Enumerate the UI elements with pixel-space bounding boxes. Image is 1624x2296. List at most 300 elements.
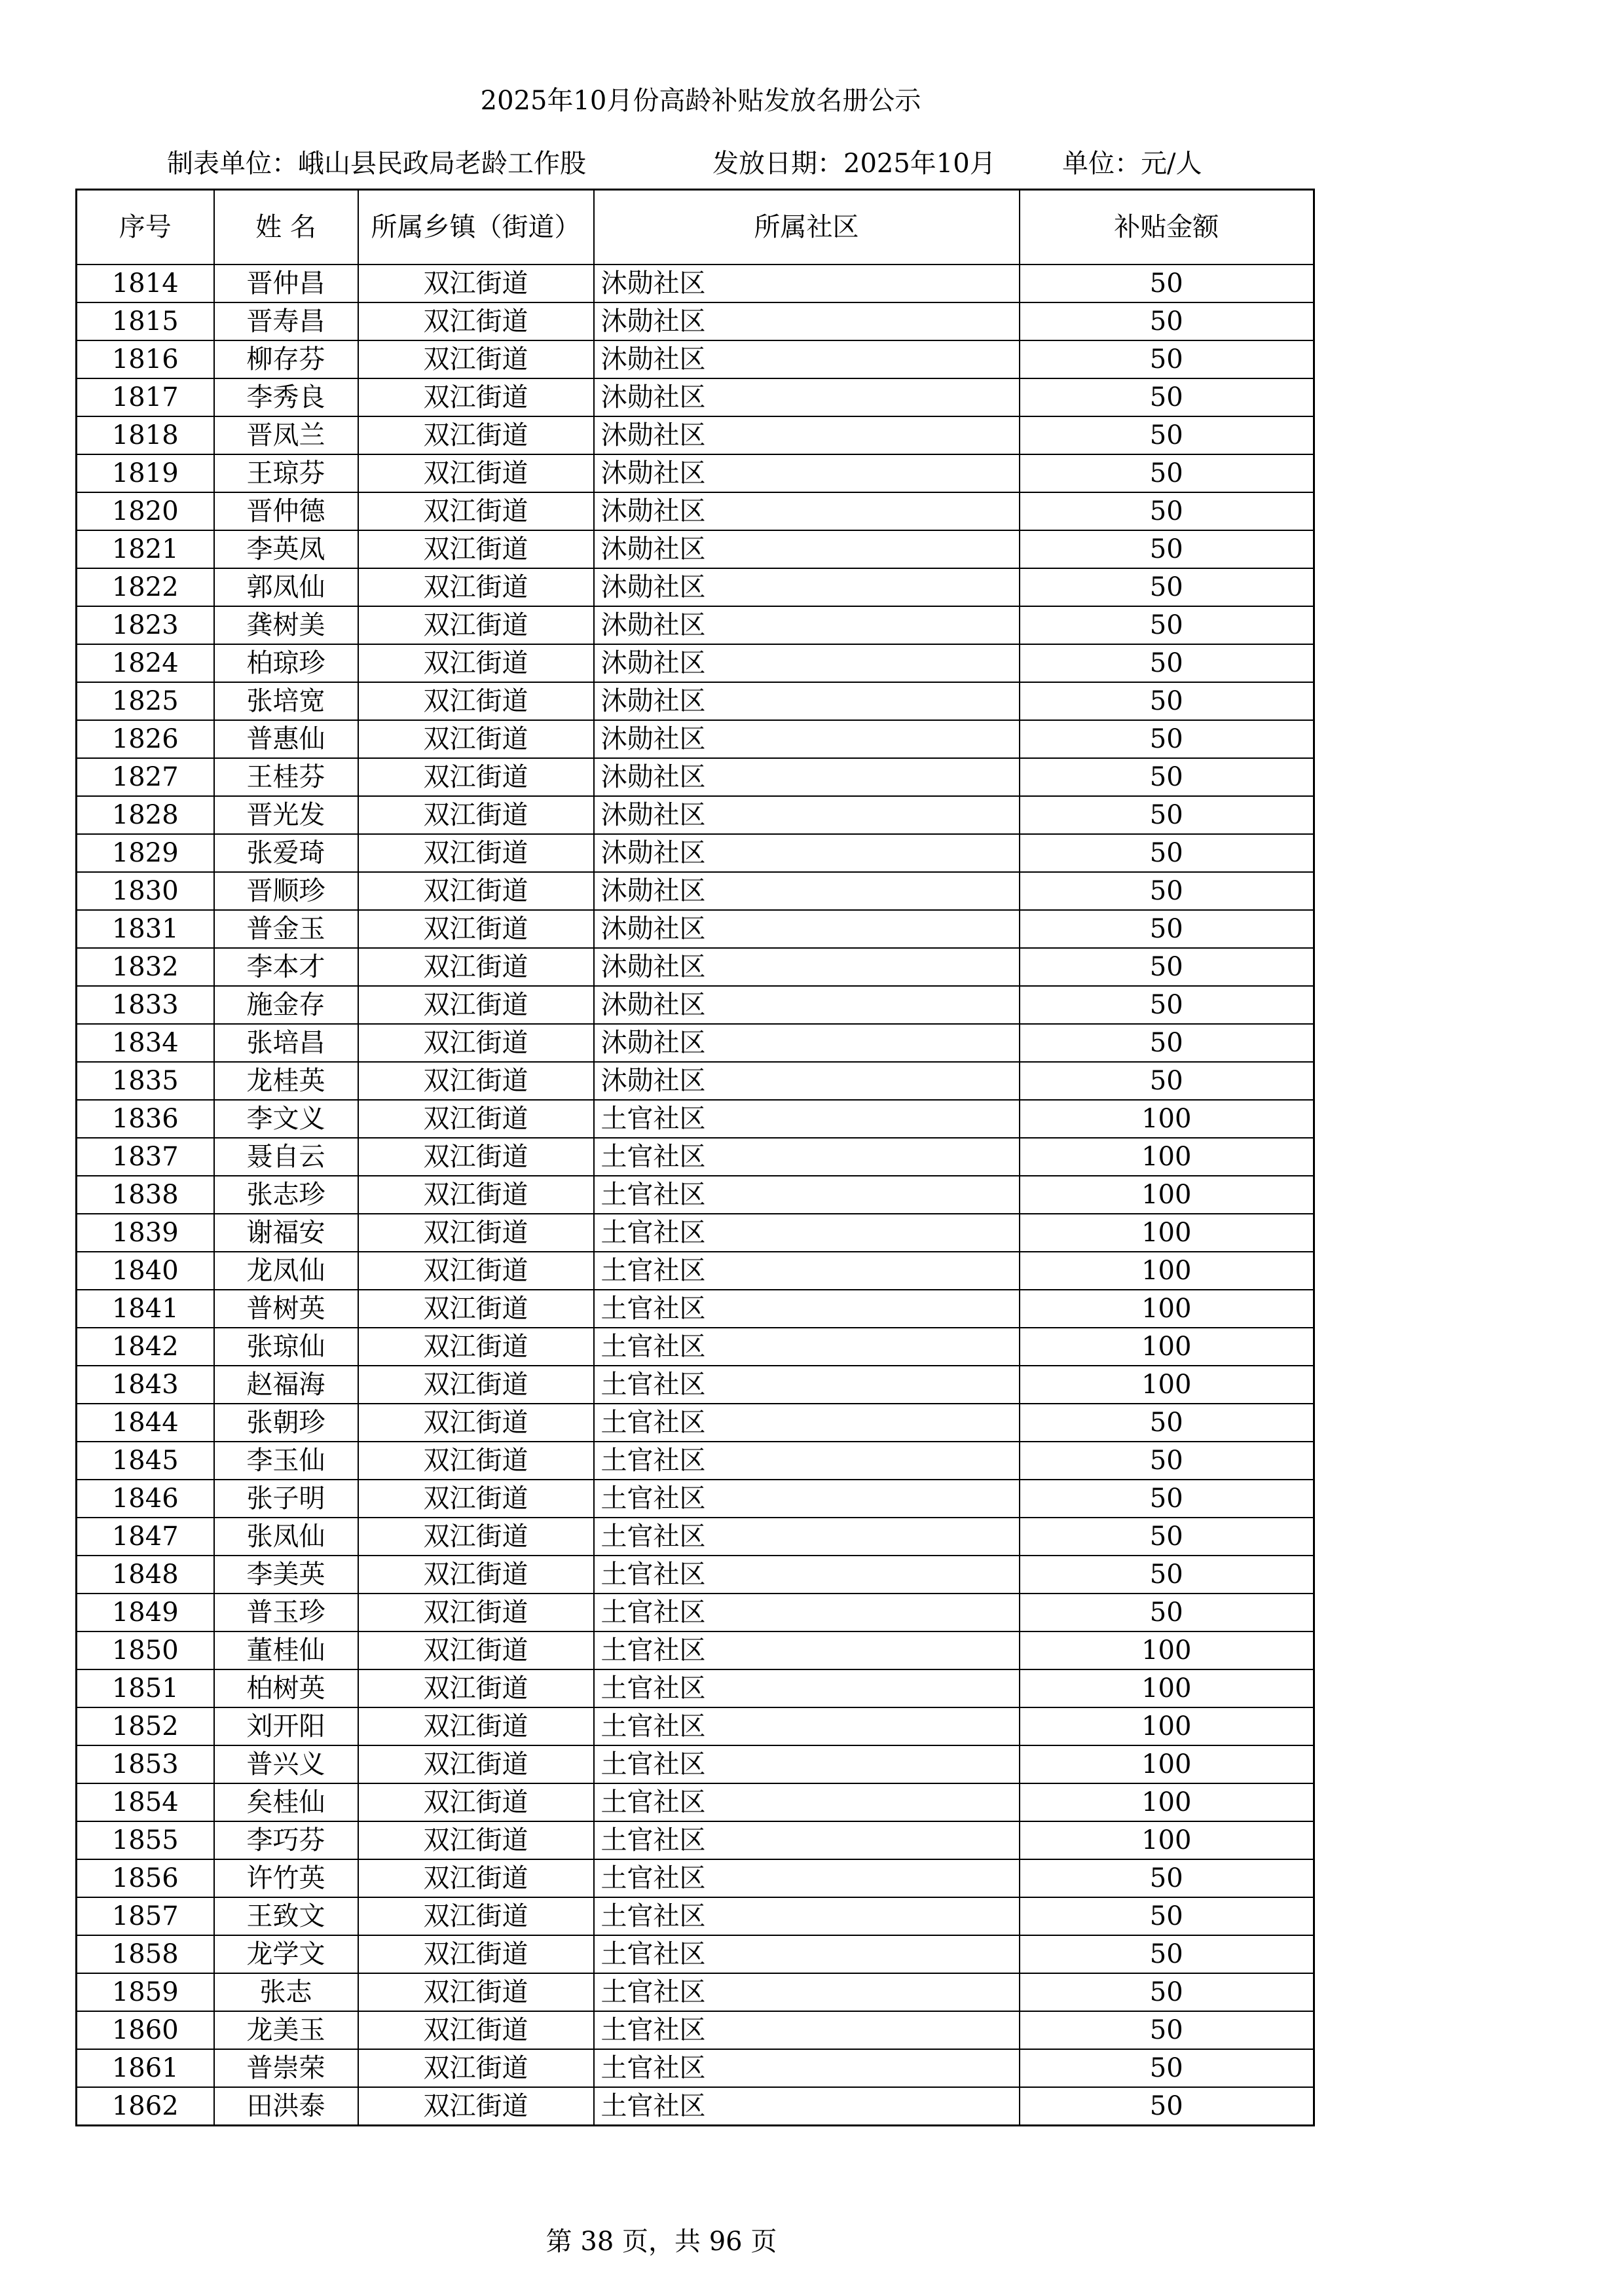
town-cell: 双江街道 (358, 1176, 594, 1214)
table-row (77, 1138, 1314, 1176)
town-cell: 双江街道 (358, 1594, 594, 1631)
table-row (77, 1176, 1314, 1214)
name-cell: 李秀良 (214, 378, 358, 416)
community-cell: 土官社区 (594, 1594, 1020, 1631)
seq-cell: 1836 (77, 1100, 214, 1138)
amount-cell: 100 (1020, 1176, 1314, 1214)
seq-cell: 1858 (77, 1935, 214, 1973)
seq-cell: 1850 (77, 1631, 214, 1669)
name-cell: 张朝珍 (214, 1404, 358, 1442)
town-cell: 双江街道 (358, 986, 594, 1024)
community-cell: 土官社区 (594, 1859, 1020, 1897)
town-cell: 双江街道 (358, 1214, 594, 1252)
community-cell: 沐勋社区 (594, 796, 1020, 834)
seq-cell: 1851 (77, 1669, 214, 1707)
page-title: 2025年10月份高龄补贴发放名册公示 (480, 86, 921, 116)
seq-cell: 1862 (77, 2087, 214, 2126)
community-cell: 沐勋社区 (594, 948, 1020, 986)
amount-cell: 100 (1020, 1745, 1314, 1783)
name-cell: 许竹英 (214, 1859, 358, 1897)
name-cell: 施金存 (214, 986, 358, 1024)
name-cell: 刘开阳 (214, 1707, 358, 1745)
table-row (77, 1100, 1314, 1138)
community-cell: 土官社区 (594, 1290, 1020, 1328)
community-cell: 土官社区 (594, 1935, 1020, 1973)
seq-cell: 1842 (77, 1328, 214, 1366)
seq-cell: 1834 (77, 1024, 214, 1062)
table-header-row (77, 190, 1314, 265)
town-cell: 双江街道 (358, 454, 594, 492)
table-row (77, 1442, 1314, 1480)
amount-cell: 50 (1020, 1935, 1314, 1973)
name-cell: 晋仲德 (214, 492, 358, 530)
amount-cell: 50 (1020, 2087, 1314, 2126)
table-row (77, 910, 1314, 948)
community-cell: 土官社区 (594, 1404, 1020, 1442)
amount-cell: 50 (1020, 720, 1314, 758)
name-cell: 董桂仙 (214, 1631, 358, 1669)
amount-unit: 单位：元/人 (1062, 149, 1202, 179)
name-cell: 龚树美 (214, 606, 358, 644)
amount-cell: 50 (1020, 378, 1314, 416)
amount-cell: 50 (1020, 1859, 1314, 1897)
issue-date: 发放日期：2025年10月 (712, 149, 996, 179)
seq-cell: 1830 (77, 872, 214, 910)
name-cell: 晋寿昌 (214, 302, 358, 340)
subtitle-bar (0, 143, 1624, 179)
amount-cell: 100 (1020, 1328, 1314, 1366)
seq-cell: 1854 (77, 1783, 214, 1821)
community-cell: 沐勋社区 (594, 416, 1020, 454)
seq-cell: 1831 (77, 910, 214, 948)
town-cell: 双江街道 (358, 720, 594, 758)
community-cell: 沐勋社区 (594, 872, 1020, 910)
town-cell: 双江街道 (358, 834, 594, 872)
name-cell: 晋凤兰 (214, 416, 358, 454)
town-cell: 双江街道 (358, 1138, 594, 1176)
amount-cell: 100 (1020, 1707, 1314, 1745)
town-cell: 双江街道 (358, 682, 594, 720)
table-row (77, 568, 1314, 606)
seq-cell: 1856 (77, 1859, 214, 1897)
table-row (77, 302, 1314, 340)
community-cell: 土官社区 (594, 1821, 1020, 1859)
town-cell: 双江街道 (358, 530, 594, 568)
table-row (77, 1745, 1314, 1783)
town-cell: 双江街道 (358, 910, 594, 948)
table-row (77, 682, 1314, 720)
name-cell: 矣桂仙 (214, 1783, 358, 1821)
amount-cell: 50 (1020, 1594, 1314, 1631)
table-row (77, 1480, 1314, 1518)
table-row (77, 1859, 1314, 1897)
town-cell: 双江街道 (358, 302, 594, 340)
amount-cell: 50 (1020, 796, 1314, 834)
amount-cell: 50 (1020, 1062, 1314, 1100)
table-row (77, 644, 1314, 682)
name-cell: 普兴义 (214, 1745, 358, 1783)
table-row (77, 1290, 1314, 1328)
page-number: 第 38 页，共 96 页 (545, 2227, 777, 2257)
header-community: 所属社区 (594, 190, 1020, 265)
community-cell: 沐勋社区 (594, 378, 1020, 416)
town-cell: 双江街道 (358, 1404, 594, 1442)
name-cell: 王琼芬 (214, 454, 358, 492)
community-cell: 沐勋社区 (594, 568, 1020, 606)
table-row (77, 1518, 1314, 1556)
subsidy-table (75, 189, 1315, 2126)
name-cell: 张培昌 (214, 1024, 358, 1062)
amount-cell: 50 (1020, 1442, 1314, 1480)
amount-cell: 100 (1020, 1100, 1314, 1138)
town-cell: 双江街道 (358, 2011, 594, 2049)
amount-cell: 50 (1020, 2049, 1314, 2087)
amount-cell: 50 (1020, 1404, 1314, 1442)
name-cell: 王桂芬 (214, 758, 358, 796)
community-cell: 土官社区 (594, 1480, 1020, 1518)
town-cell: 双江街道 (358, 1859, 594, 1897)
table-row (77, 606, 1314, 644)
seq-cell: 1839 (77, 1214, 214, 1252)
seq-cell: 1855 (77, 1821, 214, 1859)
table-row (77, 454, 1314, 492)
community-cell: 沐勋社区 (594, 302, 1020, 340)
amount-cell: 50 (1020, 1480, 1314, 1518)
town-cell: 双江街道 (358, 1783, 594, 1821)
seq-cell: 1852 (77, 1707, 214, 1745)
seq-cell: 1827 (77, 758, 214, 796)
seq-cell: 1853 (77, 1745, 214, 1783)
header-town: 所属乡镇（街道） (358, 190, 594, 265)
town-cell: 双江街道 (358, 1100, 594, 1138)
seq-cell: 1848 (77, 1556, 214, 1594)
town-cell: 双江街道 (358, 1518, 594, 1556)
name-cell: 郭凤仙 (214, 568, 358, 606)
community-cell: 土官社区 (594, 2011, 1020, 2049)
table-row (77, 1214, 1314, 1252)
town-cell: 双江街道 (358, 1556, 594, 1594)
name-cell: 晋顺珍 (214, 872, 358, 910)
seq-cell: 1857 (77, 1897, 214, 1935)
town-cell: 双江街道 (358, 568, 594, 606)
table-row (77, 986, 1314, 1024)
table-row (77, 1783, 1314, 1821)
community-cell: 土官社区 (594, 1669, 1020, 1707)
table-row (77, 1594, 1314, 1631)
name-cell: 张凤仙 (214, 1518, 358, 1556)
table-row (77, 872, 1314, 910)
seq-cell: 1846 (77, 1480, 214, 1518)
amount-cell: 50 (1020, 834, 1314, 872)
name-cell: 龙学文 (214, 1935, 358, 1973)
amount-cell: 50 (1020, 872, 1314, 910)
community-cell: 沐勋社区 (594, 910, 1020, 948)
town-cell: 双江街道 (358, 492, 594, 530)
town-cell: 双江街道 (358, 1745, 594, 1783)
table-row (77, 530, 1314, 568)
amount-cell: 50 (1020, 1556, 1314, 1594)
name-cell: 田洪泰 (214, 2087, 358, 2126)
seq-cell: 1840 (77, 1252, 214, 1290)
name-cell: 晋光发 (214, 796, 358, 834)
amount-cell: 100 (1020, 1783, 1314, 1821)
seq-cell: 1829 (77, 834, 214, 872)
name-cell: 李玉仙 (214, 1442, 358, 1480)
town-cell: 双江街道 (358, 1366, 594, 1404)
seq-cell: 1814 (77, 264, 214, 302)
town-cell: 双江街道 (358, 1973, 594, 2011)
seq-cell: 1824 (77, 644, 214, 682)
amount-cell: 100 (1020, 1290, 1314, 1328)
name-cell: 晋仲昌 (214, 264, 358, 302)
name-cell: 李英凤 (214, 530, 358, 568)
community-cell: 土官社区 (594, 1176, 1020, 1214)
community-cell: 土官社区 (594, 1631, 1020, 1669)
community-cell: 沐勋社区 (594, 606, 1020, 644)
table-row (77, 1024, 1314, 1062)
seq-cell: 1844 (77, 1404, 214, 1442)
table-row (77, 758, 1314, 796)
community-cell: 沐勋社区 (594, 644, 1020, 682)
name-cell: 谢福安 (214, 1214, 358, 1252)
community-cell: 沐勋社区 (594, 720, 1020, 758)
amount-cell: 50 (1020, 568, 1314, 606)
seq-cell: 1833 (77, 986, 214, 1024)
table-row (77, 2049, 1314, 2087)
seq-cell: 1822 (77, 568, 214, 606)
amount-cell: 50 (1020, 1518, 1314, 1556)
seq-cell: 1841 (77, 1290, 214, 1328)
community-cell: 沐勋社区 (594, 1024, 1020, 1062)
table-row (77, 1062, 1314, 1100)
name-cell: 普惠仙 (214, 720, 358, 758)
seq-cell: 1843 (77, 1366, 214, 1404)
table-row (77, 1821, 1314, 1859)
town-cell: 双江街道 (358, 1252, 594, 1290)
amount-cell: 100 (1020, 1252, 1314, 1290)
amount-cell: 50 (1020, 454, 1314, 492)
amount-cell: 50 (1020, 340, 1314, 378)
amount-cell: 50 (1020, 2011, 1314, 2049)
community-cell: 沐勋社区 (594, 682, 1020, 720)
name-cell: 张琼仙 (214, 1328, 358, 1366)
community-cell: 沐勋社区 (594, 454, 1020, 492)
amount-cell: 50 (1020, 1897, 1314, 1935)
seq-cell: 1837 (77, 1138, 214, 1176)
community-cell: 土官社区 (594, 1366, 1020, 1404)
table-row (77, 796, 1314, 834)
table-row (77, 1328, 1314, 1366)
table-row (77, 1252, 1314, 1290)
table-row (77, 1669, 1314, 1707)
name-cell: 普树英 (214, 1290, 358, 1328)
town-cell: 双江街道 (358, 1631, 594, 1669)
community-cell: 土官社区 (594, 1707, 1020, 1745)
seq-cell: 1826 (77, 720, 214, 758)
seq-cell: 1832 (77, 948, 214, 986)
seq-cell: 1819 (77, 454, 214, 492)
header-amount: 补贴金额 (1020, 190, 1314, 265)
community-cell: 沐勋社区 (594, 986, 1020, 1024)
town-cell: 双江街道 (358, 758, 594, 796)
town-cell: 双江街道 (358, 1290, 594, 1328)
name-cell: 李文义 (214, 1100, 358, 1138)
town-cell: 双江街道 (358, 1669, 594, 1707)
town-cell: 双江街道 (358, 1821, 594, 1859)
town-cell: 双江街道 (358, 264, 594, 302)
community-cell: 土官社区 (594, 1518, 1020, 1556)
seq-cell: 1828 (77, 796, 214, 834)
name-cell: 柏琼珍 (214, 644, 358, 682)
amount-cell: 50 (1020, 910, 1314, 948)
name-cell: 张爱琦 (214, 834, 358, 872)
town-cell: 双江街道 (358, 796, 594, 834)
community-cell: 沐勋社区 (594, 1062, 1020, 1100)
name-cell: 张子明 (214, 1480, 358, 1518)
amount-cell: 50 (1020, 302, 1314, 340)
amount-cell: 50 (1020, 1024, 1314, 1062)
table-row (77, 1556, 1314, 1594)
community-cell: 土官社区 (594, 1973, 1020, 2011)
amount-cell: 50 (1020, 682, 1314, 720)
community-cell: 土官社区 (594, 1745, 1020, 1783)
amount-cell: 50 (1020, 264, 1314, 302)
amount-cell: 100 (1020, 1631, 1314, 1669)
community-cell: 土官社区 (594, 1783, 1020, 1821)
seq-cell: 1845 (77, 1442, 214, 1480)
seq-cell: 1838 (77, 1176, 214, 1214)
amount-cell: 50 (1020, 416, 1314, 454)
table-row (77, 2011, 1314, 2049)
town-cell: 双江街道 (358, 1480, 594, 1518)
table-row (77, 1973, 1314, 2011)
header-seq: 序号 (77, 190, 214, 265)
name-cell: 聂自云 (214, 1138, 358, 1176)
town-cell: 双江街道 (358, 644, 594, 682)
community-cell: 土官社区 (594, 1442, 1020, 1480)
seq-cell: 1859 (77, 1973, 214, 2011)
issuing-unit: 制表单位：峨山县民政局老龄工作股 (167, 149, 586, 179)
name-cell: 龙桂英 (214, 1062, 358, 1100)
table-row (77, 340, 1314, 378)
name-cell: 李巧芬 (214, 1821, 358, 1859)
table-body (77, 264, 1314, 2126)
town-cell: 双江街道 (358, 872, 594, 910)
seq-cell: 1847 (77, 1518, 214, 1556)
table-row (77, 720, 1314, 758)
community-cell: 土官社区 (594, 2049, 1020, 2087)
seq-cell: 1849 (77, 1594, 214, 1631)
community-cell: 土官社区 (594, 1252, 1020, 1290)
town-cell: 双江街道 (358, 1707, 594, 1745)
town-cell: 双江街道 (358, 1328, 594, 1366)
amount-cell: 50 (1020, 644, 1314, 682)
amount-cell: 50 (1020, 948, 1314, 986)
table-row (77, 378, 1314, 416)
community-cell: 土官社区 (594, 1214, 1020, 1252)
town-cell: 双江街道 (358, 378, 594, 416)
name-cell: 张志珍 (214, 1176, 358, 1214)
amount-cell: 100 (1020, 1366, 1314, 1404)
town-cell: 双江街道 (358, 416, 594, 454)
seq-cell: 1820 (77, 492, 214, 530)
community-cell: 土官社区 (594, 1100, 1020, 1138)
community-cell: 土官社区 (594, 1897, 1020, 1935)
table-row (77, 1404, 1314, 1442)
community-cell: 土官社区 (594, 1328, 1020, 1366)
amount-cell: 50 (1020, 492, 1314, 530)
table-row (77, 416, 1314, 454)
table-row (77, 492, 1314, 530)
table-row (77, 1631, 1314, 1669)
seq-cell: 1860 (77, 2011, 214, 2049)
name-cell: 赵福海 (214, 1366, 358, 1404)
community-cell: 沐勋社区 (594, 530, 1020, 568)
seq-cell: 1821 (77, 530, 214, 568)
town-cell: 双江街道 (358, 1897, 594, 1935)
seq-cell: 1823 (77, 606, 214, 644)
table-row (77, 1935, 1314, 1973)
seq-cell: 1835 (77, 1062, 214, 1100)
town-cell: 双江街道 (358, 2087, 594, 2126)
amount-cell: 50 (1020, 758, 1314, 796)
name-cell: 张志 (214, 1973, 358, 2011)
seq-cell: 1818 (77, 416, 214, 454)
amount-cell: 100 (1020, 1669, 1314, 1707)
town-cell: 双江街道 (358, 948, 594, 986)
name-cell: 李本才 (214, 948, 358, 986)
name-cell: 普金玉 (214, 910, 358, 948)
name-cell: 普崇荣 (214, 2049, 358, 2087)
community-cell: 沐勋社区 (594, 834, 1020, 872)
community-cell: 土官社区 (594, 1556, 1020, 1594)
name-cell: 王致文 (214, 1897, 358, 1935)
table-row (77, 2087, 1314, 2126)
name-cell: 张培宽 (214, 682, 358, 720)
amount-cell: 50 (1020, 986, 1314, 1024)
amount-cell: 50 (1020, 1973, 1314, 2011)
name-cell: 柏树英 (214, 1669, 358, 1707)
community-cell: 土官社区 (594, 1138, 1020, 1176)
seq-cell: 1861 (77, 2049, 214, 2087)
table-row (77, 834, 1314, 872)
town-cell: 双江街道 (358, 606, 594, 644)
community-cell: 沐勋社区 (594, 264, 1020, 302)
amount-cell: 50 (1020, 606, 1314, 644)
amount-cell: 100 (1020, 1214, 1314, 1252)
seq-cell: 1817 (77, 378, 214, 416)
community-cell: 沐勋社区 (594, 340, 1020, 378)
seq-cell: 1815 (77, 302, 214, 340)
town-cell: 双江街道 (358, 1062, 594, 1100)
community-cell: 土官社区 (594, 2087, 1020, 2126)
community-cell: 沐勋社区 (594, 758, 1020, 796)
name-cell: 龙美玉 (214, 2011, 358, 2049)
header-name: 姓 名 (214, 190, 358, 265)
town-cell: 双江街道 (358, 1442, 594, 1480)
amount-cell: 100 (1020, 1138, 1314, 1176)
name-cell: 龙凤仙 (214, 1252, 358, 1290)
amount-cell: 50 (1020, 530, 1314, 568)
table-row (77, 948, 1314, 986)
table-row (77, 1897, 1314, 1935)
community-cell: 沐勋社区 (594, 492, 1020, 530)
seq-cell: 1825 (77, 682, 214, 720)
name-cell: 普玉珍 (214, 1594, 358, 1631)
town-cell: 双江街道 (358, 1024, 594, 1062)
amount-cell: 100 (1020, 1821, 1314, 1859)
town-cell: 双江街道 (358, 2049, 594, 2087)
